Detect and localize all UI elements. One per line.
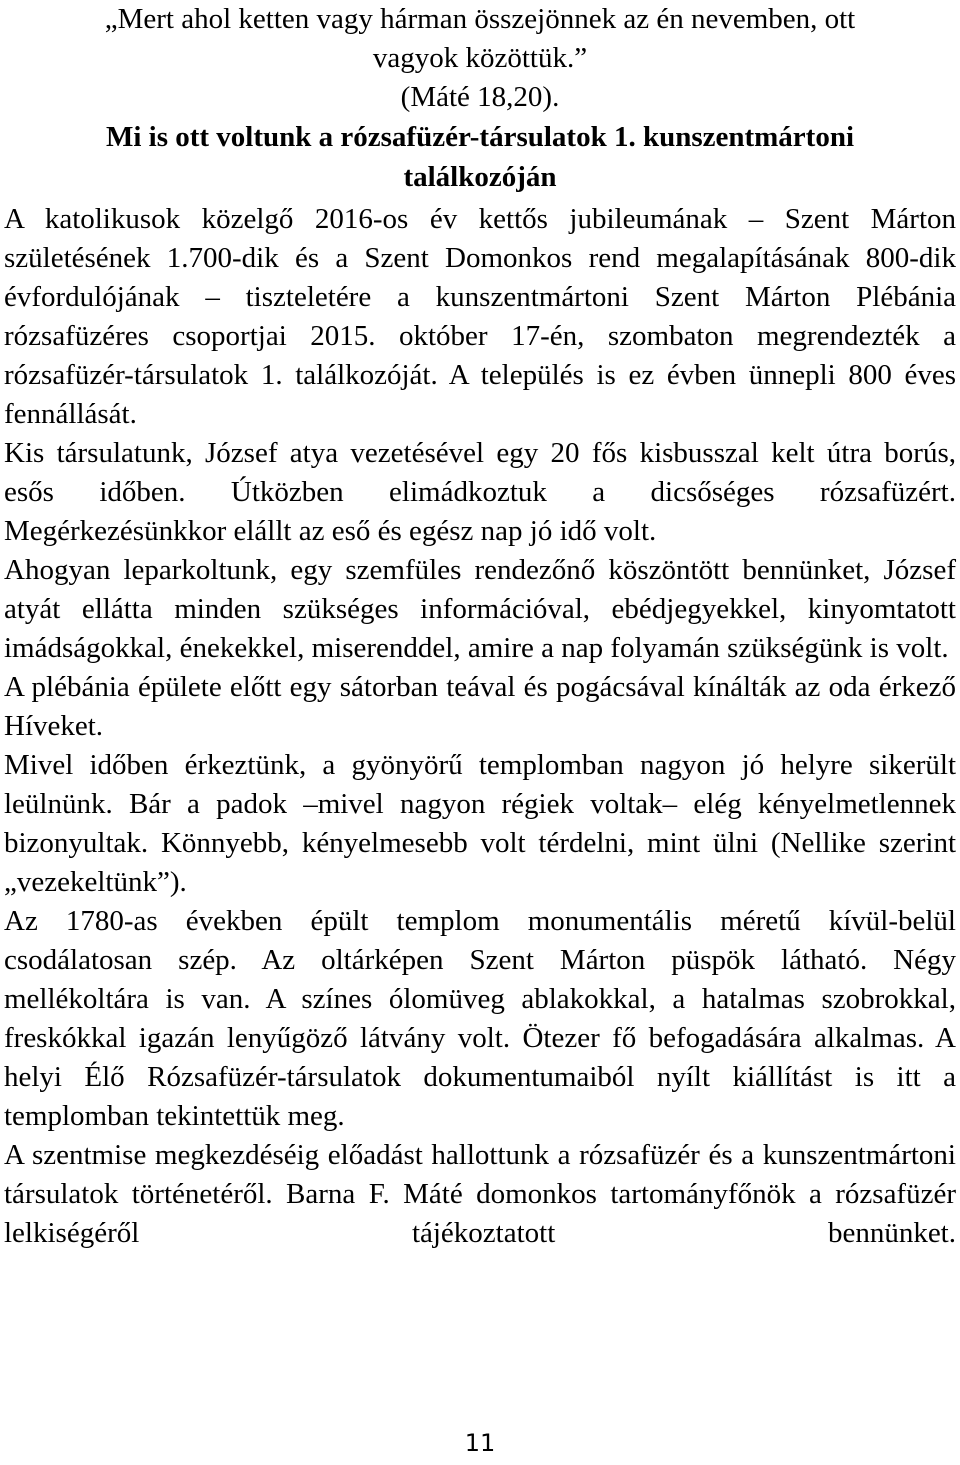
article-body [4, 197, 956, 1253]
paragraph: Kis társulatunk, József atya vezetésével egy 20 fős kisbusszal kelt útra borús, esős időben. Útközben elimádkoztuk a dicsőséges rózsafüzért. Megérkezésünkkor elállt az eső és egész nap jó idő volt. [4, 437, 956, 547]
title-line: Mi is ott voltunk a rózsafüzér-társulatok 1. kunszentmártoni [105, 121, 855, 153]
paragraph: A katolikusok közelgő 2016-os év kettős jubileumának – Szent Márton születésének 1.700-dik és a Szent Domonkos rend megalapításának 800-dik évfordulójának – tiszteletére a kunszentmártoni Szent Márton Plébánia rózsafüzéres csoportjai 2015. október 17-én, szombaton megrendezték a rózsafüzér-társulatok 1. találkozóját. A település is ez évben ünnepli 800 éves fennállását. [4, 203, 956, 430]
title-line: találkozóján [403, 161, 557, 193]
paragraph: Ahogyan leparkoltunk, egy szemfüles rendezőnő köszöntött bennünket, József atyát ellátta minden szükséges információval, ebédjegyekkel, kinyomtatott imádságokkal, énekekkel, miserenddel, amire a nap folyamán szükségünk is volt. [4, 554, 956, 664]
epigraph-line: „Mert ahol ketten vagy hárman összejönnek az én nevemben, ott [104, 3, 856, 35]
paragraph: Az 1780-as években épült templom monumentális méretű kívül-belül csodálatosan szép. Az oltárképen Szent Márton püspök látható. Négy mellékoltára is van. A színes ólomüveg ablakokkal, a hatalmas szobrokkal, freskókkal igazán lenyűgöző látvány volt. Ötezer fő befogadására alkalmas. A helyi Élő Rózsafüzér-társulatok dokumentumaiból nyílt kiállítást is itt a templomban tekintettük meg. [4, 905, 956, 1132]
paragraph: A plébánia épülete előtt egy sátorban teával és pogácsával kínálták az oda érkező Híveket. [4, 671, 956, 742]
page-number: 11 [464, 1429, 496, 1457]
epigraph-quote [4, 0, 956, 117]
paragraph: A szentmise megkezdéséig előadást hallottunk a rózsafüzér és a kunszentmártoni társulatok történetéről. Barna F. Máté domonkos tartományfőnök a rózsafüzér lelkiségéről tájékoztatott bennünket. [4, 1139, 956, 1249]
epigraph-line: vagyok közöttük.” [372, 42, 588, 74]
epigraph-citation: (Máté 18,20). [400, 81, 560, 113]
paragraph: Mivel időben érkeztünk, a gyönyörű templomban nagyon jó helyre sikerült leülnünk. Bár a padok –mivel nagyon régiek voltak– elég kényelmetlennek bizonyultak. Könnyebb, kényelmesebb volt térdelni, mint ülni (Nellike szerint „vezekeltünk”). [4, 749, 956, 898]
article-title [4, 117, 956, 197]
